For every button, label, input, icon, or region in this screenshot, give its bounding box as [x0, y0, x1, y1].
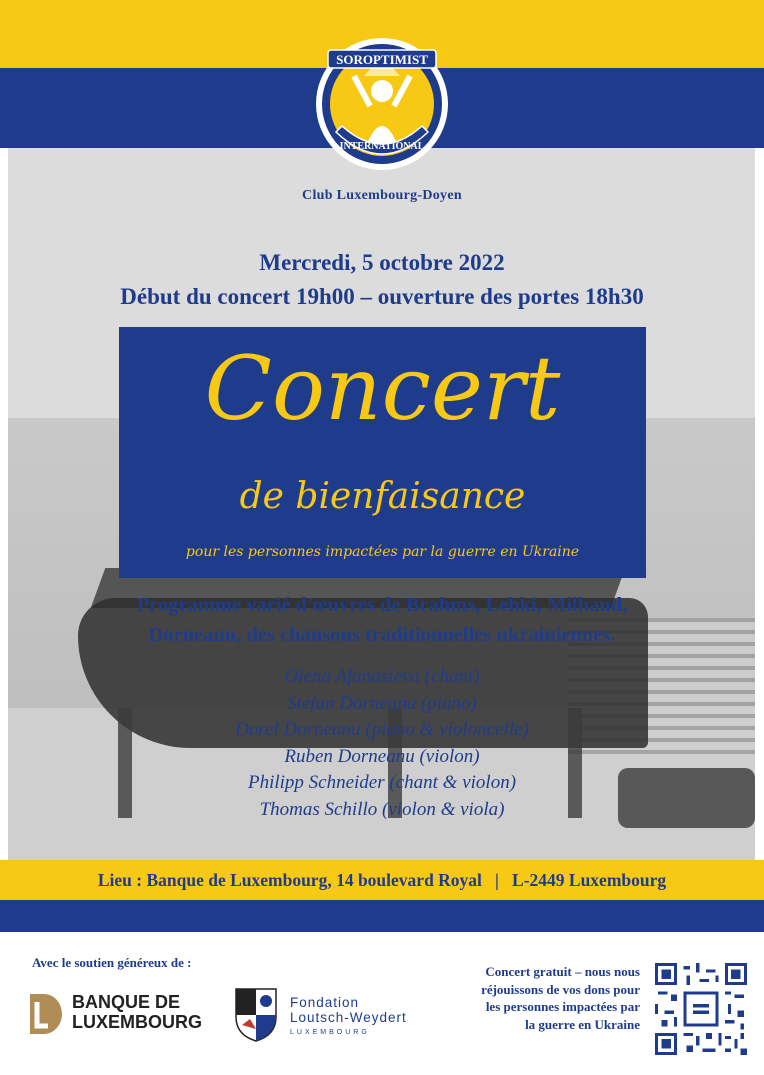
performer: Ruben Dorneanu (violon)	[284, 745, 480, 767]
title-box	[119, 327, 646, 578]
fondation-name-line: Loutsch-Weydert	[290, 1010, 407, 1025]
performer: Dorel Dorneanu (piano & violoncelle)	[235, 719, 529, 740]
title-main: Concert	[204, 337, 561, 440]
performer: Olena Afanasieva (chant)	[284, 666, 480, 687]
bank-name-line: LUXEMBOURG	[72, 1012, 202, 1032]
bank-mark-icon	[26, 992, 62, 1036]
qr-code[interactable]	[655, 963, 747, 1055]
event-times: Début du concert 19h00 – ouverture des portes 18h30	[120, 284, 644, 309]
crest-icon	[234, 985, 278, 1043]
programme-line: Dorneanu, des chansons traditionnelles ukrainiennes.	[148, 624, 616, 646]
title-tagline: pour les personnes impactées par la guerre en Ukraine	[185, 544, 580, 560]
banque-de-luxembourg-logo	[26, 990, 226, 1040]
fondation-name-line: Fondation	[290, 995, 360, 1010]
programme-text	[40, 590, 724, 650]
soroptimist-logo	[314, 36, 450, 172]
free-concert-note: Concert gratuit – nous nous réjouissons de vos dons pour les personnes impactées par la guerre en Ukraine	[481, 964, 640, 1032]
logo-bottom-text: INTERNATIONAL	[339, 141, 425, 152]
fondation-loutsch-weydert-logo	[234, 985, 464, 1047]
title-subtitle: de bienfaisance	[239, 476, 526, 517]
performer: Philipp Schneider (chant & violon)	[247, 772, 517, 793]
programme-line: Programme varié d'œuvres de Brahms, Lehki, Milhaud,	[136, 594, 628, 616]
support-label: Avec le soutien généreux de :	[32, 955, 192, 970]
club-name: Club Luxembourg-Doyen	[302, 188, 462, 203]
performer: Thomas Schillo (violon & viola)	[259, 798, 505, 820]
fondation-location: LUXEMBOURG	[290, 1029, 370, 1036]
performers-list	[80, 664, 684, 823]
logo-top-text: SOROPTIMIST	[336, 52, 428, 67]
event-date: Mercredi, 5 octobre 2022	[259, 250, 505, 275]
venue-text: Lieu : Banque de Luxembourg, 14 boulevard Royal | L-2449 Luxembourg	[97, 870, 667, 890]
bank-name-line: BANQUE DE	[72, 992, 181, 1012]
performer: Stefan Dorneanu (piano)	[287, 692, 477, 714]
bottom-blue-band	[0, 900, 764, 932]
